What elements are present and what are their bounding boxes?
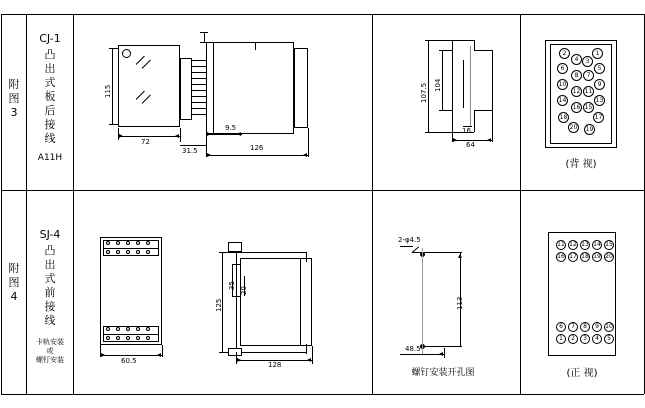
row1-term-1 bbox=[192, 60, 206, 61]
row1-index-label bbox=[5, 78, 23, 120]
row1-term-4 bbox=[192, 78, 206, 79]
row2-dim35-line bbox=[232, 264, 233, 296]
row2-side-step-b bbox=[232, 296, 240, 297]
row2-bot-dot-8 bbox=[126, 336, 130, 340]
row1-dim72-arrow-l bbox=[119, 134, 123, 138]
row1-dim104-ext-b bbox=[439, 110, 453, 111]
row2-dim128-arrow-l bbox=[237, 358, 241, 362]
row2-pin-5: 5 bbox=[604, 334, 614, 344]
row2-dim125-ext-b bbox=[219, 352, 229, 353]
row1-side-cut bbox=[255, 42, 256, 50]
col-divider-3 bbox=[372, 14, 373, 394]
row1-side-terminal-block bbox=[180, 58, 192, 120]
row1-panel-outline-t bbox=[452, 40, 474, 41]
row1-pin-2: 2 bbox=[559, 48, 570, 59]
row2-top-dot-10 bbox=[146, 250, 150, 254]
row2-pin-15: 15 bbox=[605, 241, 613, 248]
row1-code: A11H bbox=[37, 153, 63, 163]
row2-code-line-0: 卡轨安装 bbox=[36, 338, 64, 346]
row1-dim315-ext-l bbox=[180, 128, 181, 142]
row2-code-block bbox=[28, 338, 72, 365]
row1-dim95-arrow-l bbox=[207, 132, 211, 136]
row2-dim-hole: 2-φ4.5 bbox=[398, 236, 421, 244]
row1-dim126-line bbox=[206, 155, 308, 156]
row2-code-line-2: 螺钉安装 bbox=[36, 356, 64, 364]
row2-side-flange-bottom bbox=[228, 348, 242, 356]
row2-label-num: 4 bbox=[10, 290, 18, 303]
row1-desc-line-5: 接 bbox=[44, 118, 56, 131]
row2-dim128-arrow-r bbox=[307, 358, 311, 362]
row1-pin-4: 4 bbox=[571, 54, 582, 65]
row2-panel-caption: 螺钉安装开孔图 bbox=[411, 368, 475, 378]
col-divider-4 bbox=[520, 14, 521, 394]
row2-pin-10: 10 bbox=[605, 323, 613, 330]
row2-top-dot-2 bbox=[116, 241, 120, 245]
row1-dim1075-ext-b bbox=[425, 132, 453, 133]
row2-bot-dot-2 bbox=[116, 327, 120, 331]
row1-dim104-ext-t bbox=[439, 50, 453, 51]
row2-desc-block bbox=[30, 244, 70, 328]
row2-dim113-ext-b bbox=[424, 346, 462, 347]
row2-dim125-ext-t bbox=[219, 252, 229, 253]
row1-panel-step-4 bbox=[474, 110, 492, 111]
row2-bot-dot-10 bbox=[146, 336, 150, 340]
row2-dim113-ext-t bbox=[424, 252, 462, 253]
row1-dim72-arrow-r bbox=[175, 134, 179, 138]
row2-side-flange-top bbox=[228, 242, 242, 252]
row1-pin-3: 3 bbox=[582, 56, 593, 67]
row2-dim-35: 35 bbox=[228, 281, 236, 290]
row2-pin-17: 17 bbox=[569, 253, 577, 260]
row1-term-3 bbox=[192, 72, 206, 73]
row2-dim128-ext-r bbox=[312, 346, 313, 364]
row1-pin-8: 8 bbox=[571, 70, 582, 81]
row2-bot-dot-5 bbox=[146, 327, 150, 331]
row1-pin-18: 18 bbox=[559, 114, 568, 121]
row2-front-bottom-strip-mid bbox=[103, 334, 159, 335]
row2-top-dot-5 bbox=[146, 241, 150, 245]
row2-dim-20: 20 bbox=[240, 286, 248, 295]
row2-dim-125: 125 bbox=[215, 298, 223, 312]
row2-pin-19: 19 bbox=[593, 253, 601, 260]
row1-side-top-stem bbox=[204, 32, 205, 43]
row1-front-hole bbox=[122, 49, 131, 58]
row2-code-line-1: 或 bbox=[46, 347, 54, 355]
row1-desc-line-6: 线 bbox=[44, 132, 56, 145]
row2-pin-14: 14 bbox=[593, 241, 601, 248]
row1-dim64-arrow-r bbox=[487, 138, 491, 142]
row1-label-char2: 图 bbox=[8, 92, 20, 105]
row2-bot-dot-4 bbox=[136, 327, 140, 331]
row1-pin-10: 10 bbox=[558, 81, 567, 88]
row1-panel-inner-line bbox=[463, 60, 464, 108]
row2-label-char1: 附 bbox=[8, 262, 20, 275]
row1-dim126-arrow-r bbox=[303, 153, 307, 157]
row1-desc-line-4: 后 bbox=[44, 104, 56, 117]
row2-pin-4: 4 bbox=[592, 334, 602, 344]
row2-pin-20: 20 bbox=[605, 253, 613, 260]
row1-pin-17: 17 bbox=[594, 114, 603, 121]
row1-panel-center bbox=[470, 46, 471, 126]
row1-dim126-arrow-l bbox=[207, 153, 211, 157]
row1-dim-104: 104 bbox=[434, 78, 442, 92]
row2-pin-1: 1 bbox=[556, 334, 566, 344]
row1-dim104-line bbox=[442, 50, 443, 110]
row2-front-top-strip-mid bbox=[103, 248, 159, 249]
row2-side-top-edge bbox=[242, 252, 306, 253]
row2-bot-dot-7 bbox=[116, 336, 120, 340]
row1-dim115-line bbox=[112, 48, 113, 124]
row2-pin-13: 13 bbox=[581, 241, 589, 248]
row1-pin-12: 12 bbox=[572, 88, 581, 95]
row1-panel-outline-l bbox=[452, 40, 453, 132]
row1-term-9 bbox=[192, 108, 206, 109]
row2-dim485-arrow-r bbox=[439, 352, 443, 356]
row2-dim605-arrow-l bbox=[101, 353, 105, 357]
row2-side-bot-edge bbox=[242, 352, 306, 353]
row2-side-right-chamfer-b bbox=[306, 344, 307, 354]
row1-desc-line-3: 板 bbox=[44, 90, 56, 103]
row2-bot-dot-1 bbox=[106, 327, 110, 331]
row2-bot-dot-3 bbox=[126, 327, 130, 331]
row1-term-6 bbox=[192, 90, 206, 91]
row2-pin-11: 11 bbox=[557, 241, 565, 248]
row2-pin-8: 8 bbox=[580, 322, 590, 332]
row2-desc-line-5: 线 bbox=[44, 314, 56, 327]
col-divider-1 bbox=[26, 14, 27, 394]
row2-bot-dot-6 bbox=[106, 336, 110, 340]
row1-term-5 bbox=[192, 84, 206, 85]
row1-panel-step-5 bbox=[474, 110, 475, 132]
row2-pin-6: 6 bbox=[556, 322, 566, 332]
row1-dim-64: 64 bbox=[466, 141, 475, 149]
row1-term-2 bbox=[192, 66, 206, 67]
row2-top-dot-8 bbox=[126, 250, 130, 254]
row2-top-dot-4 bbox=[136, 241, 140, 245]
row2-top-dot-9 bbox=[136, 250, 140, 254]
frame-bottom bbox=[1, 394, 644, 395]
row1-desc-line-0: 凸 bbox=[44, 48, 56, 61]
row1-dim1075-line bbox=[428, 40, 429, 132]
row2-top-dot-1 bbox=[106, 241, 110, 245]
row1-dim72-line bbox=[118, 136, 180, 137]
row2-socket-caption: (正 视) bbox=[566, 368, 598, 379]
row2-pin-12: 12 bbox=[569, 241, 577, 248]
row2-dim605-line bbox=[100, 355, 162, 356]
row2-model-block bbox=[30, 228, 70, 242]
row2-dim485-line bbox=[400, 354, 444, 355]
row2-side-flange-top-line bbox=[228, 252, 242, 253]
row2-dim605-ext-r bbox=[162, 345, 163, 357]
row1-dim-31-5: 31.5 bbox=[182, 147, 198, 155]
row2-desc-line-2: 式 bbox=[44, 272, 56, 285]
row1-dim1075-ext-t bbox=[425, 40, 453, 41]
row1-pin-14: 14 bbox=[558, 97, 567, 104]
row1-desc-line-2: 式 bbox=[44, 76, 56, 89]
frame-left bbox=[1, 14, 2, 394]
row1-label-num: 3 bbox=[10, 106, 18, 119]
row1-pin-16: 16 bbox=[572, 104, 581, 111]
row2-label-char2: 图 bbox=[8, 276, 20, 289]
row-divider bbox=[1, 190, 644, 191]
row1-term-7 bbox=[192, 96, 206, 97]
row2-pin-9: 9 bbox=[592, 322, 602, 332]
row2-bot-dot-9 bbox=[136, 336, 140, 340]
row2-side-inner bbox=[300, 258, 301, 346]
row2-side-body bbox=[240, 258, 312, 346]
row1-socket-caption: (背 视) bbox=[565, 159, 597, 170]
row2-top-dot-7 bbox=[116, 250, 120, 254]
row1-side-inner-1 bbox=[213, 42, 214, 134]
row1-label-char1: 附 bbox=[8, 78, 20, 91]
row1-term-8 bbox=[192, 102, 206, 103]
row2-dim-48-5: 48.5 bbox=[405, 345, 421, 353]
row2-side-left-edge bbox=[236, 252, 237, 348]
row1-panel-step-2 bbox=[474, 50, 492, 51]
row1-model: CJ-1 bbox=[39, 32, 61, 45]
row2-pin-16: 16 bbox=[557, 253, 565, 260]
row1-pin-6: 6 bbox=[557, 63, 568, 74]
row1-pin-19: 19 bbox=[585, 126, 594, 133]
row2-dim113-arrow-t bbox=[458, 254, 462, 258]
row1-pin-20: 20 bbox=[569, 124, 578, 131]
row2-model: SJ-4 bbox=[39, 228, 61, 241]
row1-dim64-arrow-l bbox=[453, 138, 457, 142]
row1-dim115-ext-top bbox=[109, 48, 118, 49]
row2-side-right-chamfer bbox=[306, 252, 307, 262]
row2-pin-3: 3 bbox=[580, 334, 590, 344]
row2-hole-leader-2 bbox=[400, 246, 413, 247]
row1-dim-72: 72 bbox=[141, 138, 150, 146]
row2-side-step-a bbox=[232, 264, 240, 265]
row2-top-dot-3 bbox=[126, 241, 130, 245]
row2-index-label bbox=[5, 262, 23, 304]
row1-term-10 bbox=[192, 114, 206, 115]
row2-dim605-arrow-r bbox=[157, 353, 161, 357]
row2-hole-centerline bbox=[422, 248, 423, 354]
row1-dim95-arrow-r bbox=[237, 132, 241, 136]
row1-dim64-ext-r bbox=[492, 110, 493, 142]
row1-pin-7: 7 bbox=[583, 70, 594, 81]
row1-pin-15: 15 bbox=[584, 104, 593, 111]
row1-dim126-ext-r bbox=[308, 128, 309, 157]
row1-pin-5: 5 bbox=[594, 63, 605, 74]
row2-pin-7: 7 bbox=[568, 322, 578, 332]
row1-pin-13: 13 bbox=[595, 97, 604, 104]
row1-pin-1: 1 bbox=[592, 48, 603, 59]
row2-desc-line-0: 凸 bbox=[44, 244, 56, 257]
row1-panel-step-3 bbox=[492, 50, 493, 110]
row2-pin-2: 2 bbox=[568, 334, 578, 344]
row1-dim-9-5: 9.5 bbox=[225, 124, 237, 132]
row1-side-body bbox=[206, 42, 294, 134]
row1-dim-16: 16 bbox=[462, 127, 471, 135]
row1-pin-11: 11 bbox=[584, 88, 593, 95]
row1-dim-107-5: 107.5 bbox=[420, 82, 428, 103]
row2-top-dot-6 bbox=[106, 250, 110, 254]
row2-dim-113: 113 bbox=[456, 296, 464, 310]
row1-side-top-stem-cap bbox=[200, 32, 208, 33]
row1-panel-step-1 bbox=[474, 40, 475, 50]
row2-pin-18: 18 bbox=[581, 253, 589, 260]
row1-desc-block bbox=[30, 48, 70, 146]
col-divider-2 bbox=[73, 14, 74, 394]
row1-desc-line-1: 出 bbox=[44, 62, 56, 75]
row1-dim315-line bbox=[180, 145, 206, 146]
row1-dim-115: 115 bbox=[104, 84, 112, 98]
row1-side-cap bbox=[294, 48, 308, 128]
row1-dim-126: 126 bbox=[250, 144, 264, 152]
row2-hole-leader bbox=[412, 252, 422, 253]
row2-desc-line-1: 出 bbox=[44, 258, 56, 271]
row1-pin-9: 9 bbox=[594, 79, 605, 90]
row2-desc-line-3: 前 bbox=[44, 286, 56, 299]
row1-dim115-ext-bot bbox=[109, 124, 118, 125]
row2-dim-60-5: 60.5 bbox=[121, 357, 137, 365]
row1-model-block bbox=[30, 32, 70, 46]
row2-dim-128: 128 bbox=[268, 361, 282, 369]
row2-desc-line-4: 接 bbox=[44, 300, 56, 313]
frame-top bbox=[1, 14, 644, 15]
row2-dim485-ext-r bbox=[444, 348, 445, 358]
